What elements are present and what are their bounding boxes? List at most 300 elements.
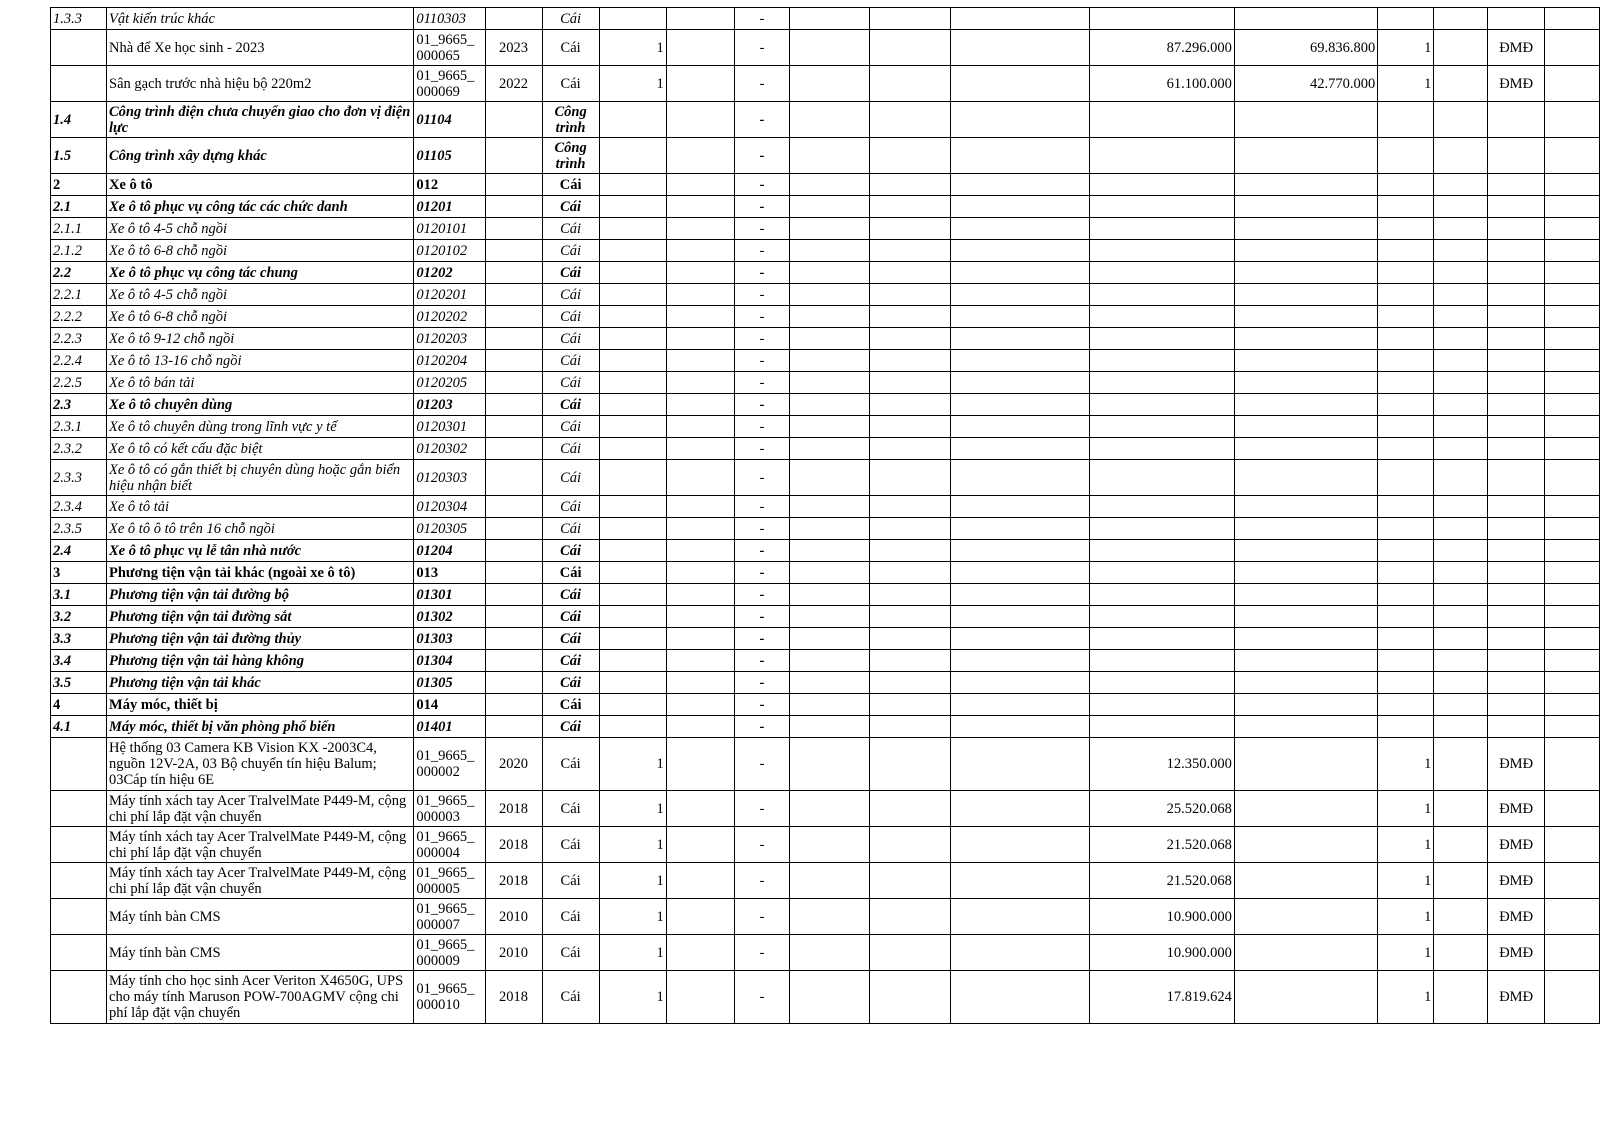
dash-cell: - — [735, 827, 790, 863]
blank-cell — [1434, 262, 1488, 284]
year-cell: 2010 — [485, 935, 542, 971]
blank-cell — [666, 196, 734, 218]
blank-cell — [666, 66, 734, 102]
code-cell: 01_9665_ 000007 — [414, 899, 485, 935]
status-cell: ĐMĐ — [1487, 863, 1544, 899]
count-cell — [1378, 650, 1434, 672]
year-cell — [485, 716, 542, 738]
original-value-cell — [1090, 518, 1234, 540]
dash-cell: - — [735, 496, 790, 518]
blank-cell — [950, 738, 1090, 791]
unit-cell: Công trình — [542, 102, 599, 138]
unit-cell: Cái — [542, 8, 599, 30]
dash-cell: - — [735, 606, 790, 628]
remaining-value-cell — [1234, 394, 1377, 416]
dash-cell: - — [735, 350, 790, 372]
blank-cell — [1434, 30, 1488, 66]
blank-cell — [1545, 416, 1600, 438]
blank-cell — [870, 262, 950, 284]
year-cell — [485, 218, 542, 240]
code-cell: 0110303 — [414, 8, 485, 30]
table-row — [51, 8, 1600, 30]
dash-cell: - — [735, 650, 790, 672]
quantity-cell — [599, 606, 666, 628]
year-cell — [485, 306, 542, 328]
blank-cell — [1545, 218, 1600, 240]
blank-cell — [1434, 394, 1488, 416]
blank-cell — [1545, 650, 1600, 672]
stt-cell: 2.2.4 — [51, 350, 107, 372]
blank-cell — [666, 650, 734, 672]
blank-cell — [790, 174, 870, 196]
blank-cell — [950, 540, 1090, 562]
name-cell: Máy tính bàn CMS — [107, 899, 414, 935]
blank-cell — [790, 899, 870, 935]
year-cell — [485, 262, 542, 284]
table-row — [51, 66, 1600, 102]
dash-cell: - — [735, 284, 790, 306]
unit-cell: Cái — [542, 218, 599, 240]
year-cell — [485, 240, 542, 262]
remaining-value-cell — [1234, 438, 1377, 460]
blank-cell — [1434, 438, 1488, 460]
count-cell — [1378, 174, 1434, 196]
unit-cell: Cái — [542, 262, 599, 284]
count-cell — [1378, 196, 1434, 218]
remaining-value-cell — [1234, 496, 1377, 518]
original-value-cell: 12.350.000 — [1090, 738, 1234, 791]
blank-cell — [950, 584, 1090, 606]
dash-cell: - — [735, 738, 790, 791]
stt-cell — [51, 827, 107, 863]
blank-cell — [950, 416, 1090, 438]
quantity-cell — [599, 138, 666, 174]
dash-cell: - — [735, 196, 790, 218]
unit-cell: Cái — [542, 394, 599, 416]
status-cell — [1487, 672, 1544, 694]
unit-cell: Cái — [542, 628, 599, 650]
blank-cell — [790, 416, 870, 438]
dash-cell: - — [735, 460, 790, 496]
name-cell: Công trình xây dựng khác — [107, 138, 414, 174]
blank-cell — [870, 935, 950, 971]
original-value-cell — [1090, 262, 1234, 284]
year-cell — [485, 174, 542, 196]
unit-cell: Cái — [542, 899, 599, 935]
blank-cell — [950, 672, 1090, 694]
stt-cell: 3.4 — [51, 650, 107, 672]
blank-cell — [666, 584, 734, 606]
count-cell — [1378, 240, 1434, 262]
stt-cell — [51, 899, 107, 935]
year-cell — [485, 562, 542, 584]
remaining-value-cell — [1234, 694, 1377, 716]
blank-cell — [666, 8, 734, 30]
blank-cell — [1434, 518, 1488, 540]
name-cell: Máy móc, thiết bị — [107, 694, 414, 716]
table-row — [51, 971, 1600, 1024]
code-cell: 0120205 — [414, 372, 485, 394]
status-cell: ĐMĐ — [1487, 827, 1544, 863]
quantity-cell — [599, 174, 666, 196]
blank-cell — [1545, 518, 1600, 540]
dash-cell: - — [735, 262, 790, 284]
original-value-cell — [1090, 196, 1234, 218]
table-row — [51, 416, 1600, 438]
stt-cell — [51, 971, 107, 1024]
blank-cell — [870, 8, 950, 30]
table-row — [51, 672, 1600, 694]
stt-cell: 3.5 — [51, 672, 107, 694]
table-row — [51, 306, 1600, 328]
blank-cell — [870, 738, 950, 791]
blank-cell — [790, 540, 870, 562]
quantity-cell — [599, 628, 666, 650]
blank-cell — [666, 716, 734, 738]
quantity-cell — [599, 350, 666, 372]
name-cell: Máy tính cho học sinh Acer Veriton X4650G, UPS cho máy tính Maruson POW-700AGMV cộng chi phí lắp đặt vận chuyển — [107, 971, 414, 1024]
quantity-cell — [599, 394, 666, 416]
original-value-cell — [1090, 218, 1234, 240]
original-value-cell — [1090, 672, 1234, 694]
status-cell: ĐMĐ — [1487, 899, 1544, 935]
status-cell — [1487, 8, 1544, 30]
remaining-value-cell — [1234, 935, 1377, 971]
quantity-cell — [599, 460, 666, 496]
blank-cell — [870, 628, 950, 650]
name-cell: Phương tiện vận tải đường sắt — [107, 606, 414, 628]
quantity-cell: 1 — [599, 971, 666, 1024]
blank-cell — [1434, 628, 1488, 650]
remaining-value-cell — [1234, 196, 1377, 218]
stt-cell: 2.3.2 — [51, 438, 107, 460]
blank-cell — [790, 372, 870, 394]
count-cell — [1378, 628, 1434, 650]
blank-cell — [870, 650, 950, 672]
status-cell: ĐMĐ — [1487, 66, 1544, 102]
year-cell: 2020 — [485, 738, 542, 791]
dash-cell: - — [735, 672, 790, 694]
blank-cell — [950, 971, 1090, 1024]
remaining-value-cell — [1234, 791, 1377, 827]
code-cell: 01303 — [414, 628, 485, 650]
blank-cell — [790, 650, 870, 672]
blank-cell — [950, 240, 1090, 262]
unit-cell: Cái — [542, 66, 599, 102]
quantity-cell — [599, 496, 666, 518]
blank-cell — [1434, 460, 1488, 496]
stt-cell: 2.3.4 — [51, 496, 107, 518]
stt-cell: 4 — [51, 694, 107, 716]
blank-cell — [790, 863, 870, 899]
remaining-value-cell — [1234, 460, 1377, 496]
year-cell: 2022 — [485, 66, 542, 102]
unit-cell: Cái — [542, 971, 599, 1024]
table-row — [51, 218, 1600, 240]
unit-cell: Cái — [542, 738, 599, 791]
blank-cell — [950, 372, 1090, 394]
count-cell — [1378, 518, 1434, 540]
remaining-value-cell — [1234, 562, 1377, 584]
quantity-cell — [599, 328, 666, 350]
dash-cell: - — [735, 935, 790, 971]
year-cell: 2018 — [485, 791, 542, 827]
blank-cell — [1545, 716, 1600, 738]
table-body — [51, 8, 1600, 1024]
dash-cell: - — [735, 240, 790, 262]
blank-cell — [790, 606, 870, 628]
blank-cell — [790, 672, 870, 694]
year-cell: 2023 — [485, 30, 542, 66]
name-cell: Máy tính xách tay Acer TralvelMate P449-M, cộng chi phí lắp đặt vận chuyển — [107, 827, 414, 863]
unit-cell: Cái — [542, 350, 599, 372]
year-cell — [485, 328, 542, 350]
blank-cell — [870, 438, 950, 460]
blank-cell — [790, 138, 870, 174]
table-row — [51, 738, 1600, 791]
dash-cell: - — [735, 174, 790, 196]
code-cell: 0120301 — [414, 416, 485, 438]
blank-cell — [1434, 584, 1488, 606]
quantity-cell — [599, 306, 666, 328]
blank-cell — [1434, 606, 1488, 628]
remaining-value-cell — [1234, 328, 1377, 350]
blank-cell — [1545, 102, 1600, 138]
original-value-cell — [1090, 306, 1234, 328]
unit-cell: Cái — [542, 460, 599, 496]
blank-cell — [950, 218, 1090, 240]
dash-cell: - — [735, 562, 790, 584]
count-cell — [1378, 262, 1434, 284]
remaining-value-cell — [1234, 827, 1377, 863]
name-cell: Xe ô tô 6-8 chỗ ngồi — [107, 240, 414, 262]
blank-cell — [1545, 606, 1600, 628]
blank-cell — [870, 174, 950, 196]
blank-cell — [1434, 899, 1488, 935]
blank-cell — [950, 935, 1090, 971]
dash-cell: - — [735, 30, 790, 66]
remaining-value-cell — [1234, 138, 1377, 174]
dash-cell: - — [735, 306, 790, 328]
status-cell: ĐMĐ — [1487, 738, 1544, 791]
unit-cell: Cái — [542, 562, 599, 584]
blank-cell — [870, 863, 950, 899]
blank-cell — [666, 562, 734, 584]
original-value-cell — [1090, 438, 1234, 460]
remaining-value-cell — [1234, 350, 1377, 372]
dash-cell: - — [735, 8, 790, 30]
blank-cell — [1545, 30, 1600, 66]
blank-cell — [1545, 306, 1600, 328]
blank-cell — [1545, 791, 1600, 827]
status-cell — [1487, 496, 1544, 518]
original-value-cell — [1090, 562, 1234, 584]
status-cell — [1487, 174, 1544, 196]
blank-cell — [666, 284, 734, 306]
status-cell — [1487, 584, 1544, 606]
remaining-value-cell — [1234, 716, 1377, 738]
table-row — [51, 372, 1600, 394]
blank-cell — [790, 350, 870, 372]
name-cell: Xe ô tô chuyên dùng trong lĩnh vực y tế — [107, 416, 414, 438]
code-cell: 0120304 — [414, 496, 485, 518]
name-cell: Máy móc, thiết bị văn phòng phổ biến — [107, 716, 414, 738]
blank-cell — [666, 899, 734, 935]
blank-cell — [870, 196, 950, 218]
quantity-cell: 1 — [599, 791, 666, 827]
code-cell: 01_9665_ 000003 — [414, 791, 485, 827]
blank-cell — [870, 372, 950, 394]
original-value-cell: 17.819.624 — [1090, 971, 1234, 1024]
year-cell — [485, 606, 542, 628]
status-cell: ĐMĐ — [1487, 30, 1544, 66]
status-cell — [1487, 372, 1544, 394]
blank-cell — [666, 306, 734, 328]
blank-cell — [1434, 791, 1488, 827]
blank-cell — [950, 102, 1090, 138]
stt-cell: 3.1 — [51, 584, 107, 606]
table-row — [51, 694, 1600, 716]
stt-cell: 2.3 — [51, 394, 107, 416]
year-cell: 2018 — [485, 863, 542, 899]
blank-cell — [1545, 438, 1600, 460]
blank-cell — [1545, 738, 1600, 791]
year-cell — [485, 672, 542, 694]
original-value-cell — [1090, 102, 1234, 138]
name-cell: Xe ô tô ô tô trên 16 chỗ ngồi — [107, 518, 414, 540]
stt-cell: 2.1.2 — [51, 240, 107, 262]
table-row — [51, 240, 1600, 262]
blank-cell — [950, 350, 1090, 372]
quantity-cell — [599, 102, 666, 138]
code-cell: 012 — [414, 174, 485, 196]
table-row — [51, 716, 1600, 738]
blank-cell — [870, 562, 950, 584]
stt-cell — [51, 863, 107, 899]
blank-cell — [1434, 650, 1488, 672]
remaining-value-cell — [1234, 606, 1377, 628]
quantity-cell — [599, 672, 666, 694]
blank-cell — [870, 518, 950, 540]
blank-cell — [870, 284, 950, 306]
blank-cell — [1434, 218, 1488, 240]
blank-cell — [666, 350, 734, 372]
blank-cell — [790, 971, 870, 1024]
unit-cell: Cái — [542, 716, 599, 738]
blank-cell — [1545, 262, 1600, 284]
blank-cell — [1434, 716, 1488, 738]
status-cell — [1487, 694, 1544, 716]
table-row — [51, 102, 1600, 138]
remaining-value-cell — [1234, 416, 1377, 438]
table-row — [51, 138, 1600, 174]
dash-cell: - — [735, 863, 790, 899]
remaining-value-cell — [1234, 102, 1377, 138]
dash-cell: - — [735, 540, 790, 562]
quantity-cell — [599, 562, 666, 584]
year-cell — [485, 628, 542, 650]
blank-cell — [1545, 196, 1600, 218]
blank-cell — [870, 672, 950, 694]
blank-cell — [1545, 562, 1600, 584]
year-cell — [485, 102, 542, 138]
blank-cell — [666, 174, 734, 196]
status-cell: ĐMĐ — [1487, 971, 1544, 1024]
unit-cell: Cái — [542, 240, 599, 262]
blank-cell — [790, 738, 870, 791]
count-cell — [1378, 102, 1434, 138]
status-cell — [1487, 438, 1544, 460]
code-cell: 01304 — [414, 650, 485, 672]
quantity-cell — [599, 694, 666, 716]
count-cell: 1 — [1378, 899, 1434, 935]
blank-cell — [950, 518, 1090, 540]
unit-cell: Cái — [542, 306, 599, 328]
stt-cell: 1.5 — [51, 138, 107, 174]
blank-cell — [666, 827, 734, 863]
dash-cell: - — [735, 791, 790, 827]
blank-cell — [1434, 138, 1488, 174]
original-value-cell — [1090, 240, 1234, 262]
asset-register-table — [50, 7, 1600, 1024]
quantity-cell: 1 — [599, 899, 666, 935]
blank-cell — [1434, 738, 1488, 791]
stt-cell: 4.1 — [51, 716, 107, 738]
stt-cell: 2.2.1 — [51, 284, 107, 306]
count-cell: 1 — [1378, 30, 1434, 66]
unit-cell: Cái — [542, 372, 599, 394]
quantity-cell — [599, 262, 666, 284]
blank-cell — [870, 102, 950, 138]
count-cell — [1378, 416, 1434, 438]
table-row — [51, 584, 1600, 606]
name-cell: Xe ô tô bán tải — [107, 372, 414, 394]
blank-cell — [950, 496, 1090, 518]
original-value-cell — [1090, 394, 1234, 416]
blank-cell — [950, 174, 1090, 196]
status-cell — [1487, 562, 1544, 584]
remaining-value-cell — [1234, 899, 1377, 935]
name-cell: Phương tiện vận tải khác (ngoài xe ô tô) — [107, 562, 414, 584]
count-cell — [1378, 350, 1434, 372]
quantity-cell: 1 — [599, 863, 666, 899]
count-cell — [1378, 496, 1434, 518]
blank-cell — [1545, 863, 1600, 899]
blank-cell — [790, 791, 870, 827]
blank-cell — [1434, 66, 1488, 102]
table-row — [51, 650, 1600, 672]
table-row — [51, 174, 1600, 196]
stt-cell: 2.2 — [51, 262, 107, 284]
count-cell — [1378, 284, 1434, 306]
status-cell — [1487, 262, 1544, 284]
original-value-cell — [1090, 372, 1234, 394]
name-cell: Hệ thống 03 Camera KB Vision KX -2003C4, nguồn 12V-2A, 03 Bộ chuyển tín hiệu Balum; 03Cáp tín hiệu 6E — [107, 738, 414, 791]
status-cell — [1487, 350, 1544, 372]
remaining-value-cell — [1234, 372, 1377, 394]
year-cell — [485, 584, 542, 606]
status-cell — [1487, 240, 1544, 262]
remaining-value-cell — [1234, 650, 1377, 672]
name-cell: Máy tính bàn CMS — [107, 935, 414, 971]
table-row — [51, 935, 1600, 971]
year-cell — [485, 8, 542, 30]
stt-cell: 2.2.3 — [51, 328, 107, 350]
code-cell: 0120305 — [414, 518, 485, 540]
status-cell: ĐMĐ — [1487, 791, 1544, 827]
count-cell — [1378, 716, 1434, 738]
count-cell — [1378, 694, 1434, 716]
